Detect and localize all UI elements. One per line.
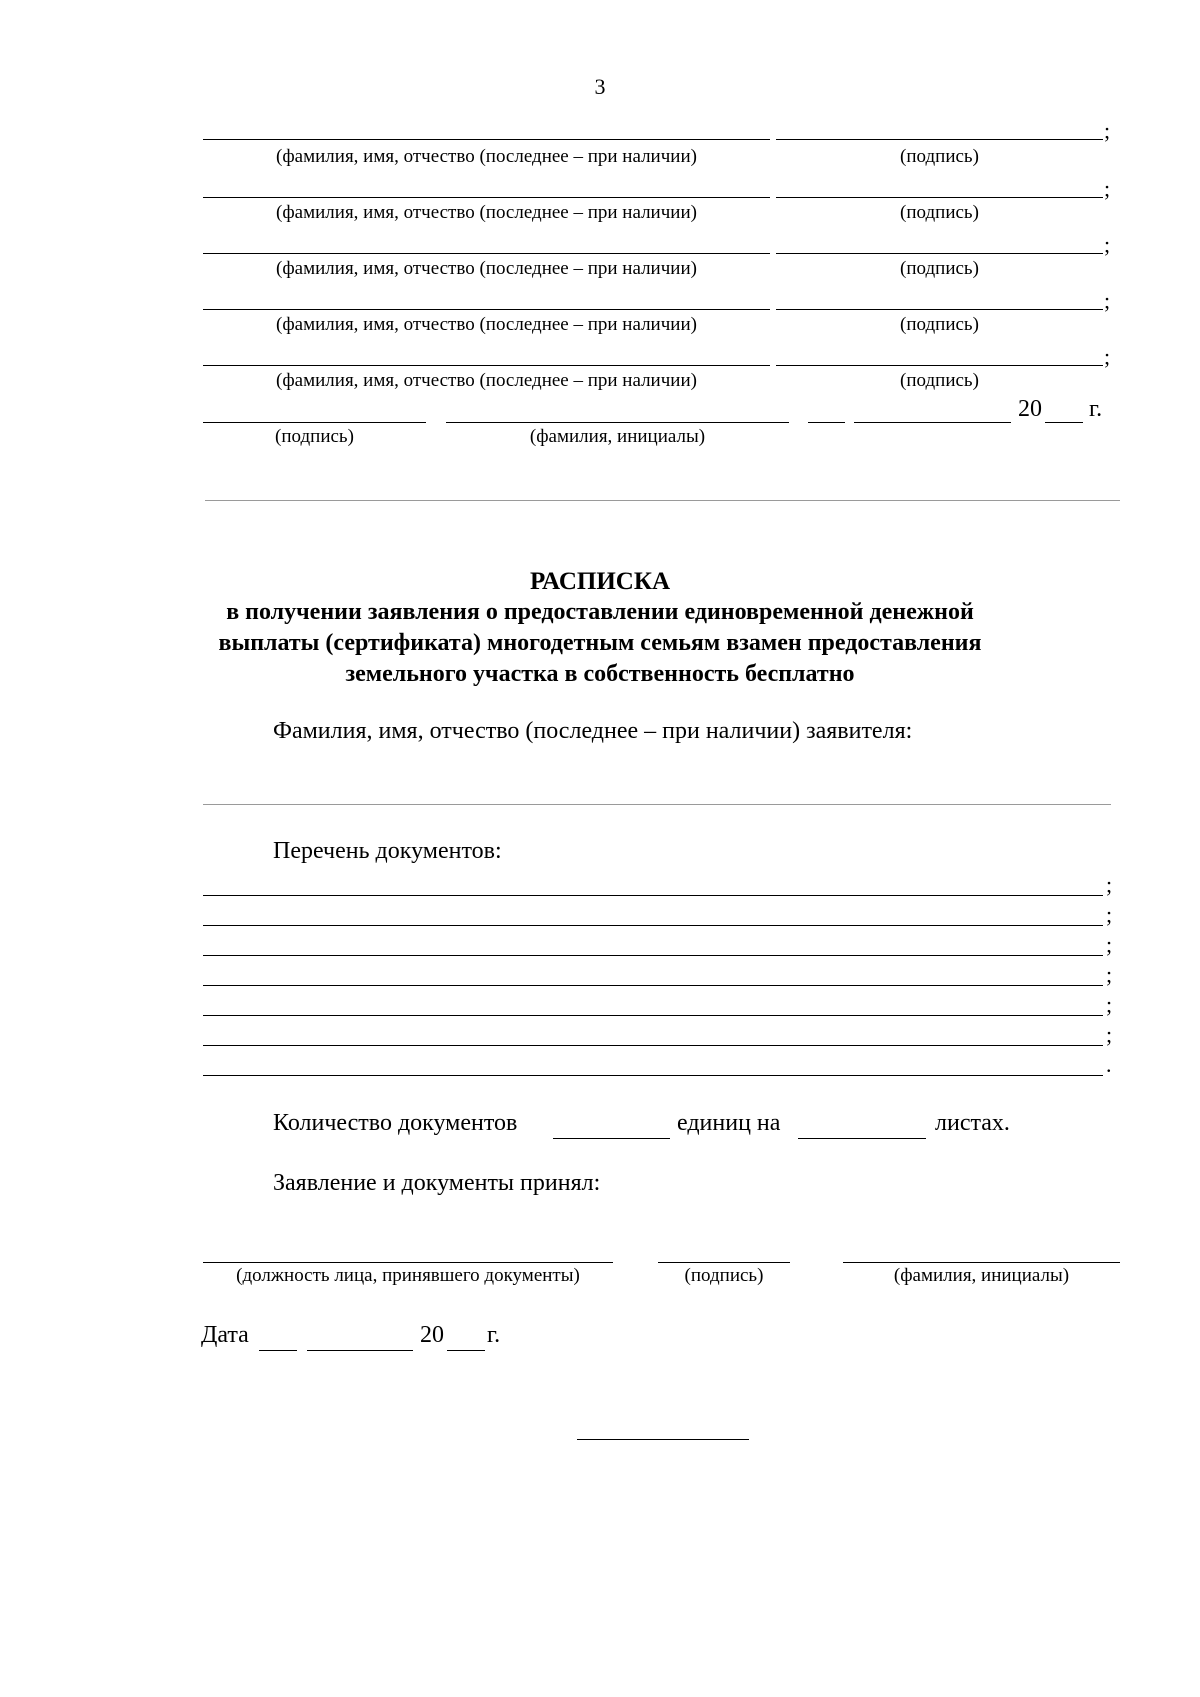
signature-line[interactable] <box>776 197 1103 198</box>
document-line[interactable] <box>203 1075 1103 1076</box>
document-line-end: ; <box>1106 962 1113 987</box>
receipt-date-day-line[interactable] <box>259 1350 297 1351</box>
document-line-end: . <box>1106 1052 1112 1077</box>
signature-line[interactable] <box>776 309 1103 310</box>
documents-count-line[interactable] <box>553 1138 670 1139</box>
document-line[interactable] <box>203 895 1103 896</box>
signature-line[interactable] <box>776 365 1103 366</box>
name-caption: (фамилия, имя, отчество (последнее – при наличии) <box>276 314 697 335</box>
acceptor-signature-line[interactable] <box>658 1262 790 1263</box>
document-line[interactable] <box>203 985 1103 986</box>
count-text-1: Количество документов <box>273 1110 518 1136</box>
row-end-punct: ; <box>1104 288 1111 313</box>
date-year-prefix: 20 <box>1018 396 1042 422</box>
row-end-punct: ; <box>1104 118 1111 143</box>
name-line[interactable] <box>203 309 770 310</box>
name-caption: (фамилия, имя, отчество (последнее – при наличии) <box>276 202 697 223</box>
signature-caption: (подпись) <box>900 370 979 391</box>
receipt-subtitle-line-2: выплаты (сертификата) многодетным семьям взамен предоставления <box>218 630 982 656</box>
applicant-name-line[interactable] <box>203 804 1111 805</box>
date-day-line[interactable] <box>808 422 845 423</box>
receipt-date-year-line[interactable] <box>447 1350 485 1351</box>
name-line[interactable] <box>203 253 770 254</box>
name-line[interactable] <box>203 365 770 366</box>
row-end-punct: ; <box>1104 176 1111 201</box>
closing-rule <box>577 1439 749 1440</box>
date-label: Дата <box>201 1322 249 1348</box>
row-end-punct: ; <box>1104 232 1111 257</box>
document-line[interactable] <box>203 1045 1103 1046</box>
final-initials-caption: (фамилия, инициалы) <box>529 426 706 447</box>
acceptor-signature-caption: (подпись) <box>684 1265 764 1286</box>
name-caption: (фамилия, имя, отчество (последнее – при наличии) <box>276 258 697 279</box>
receipt-date-month-line[interactable] <box>307 1350 413 1351</box>
receipt-title: РАСПИСКА <box>529 568 671 595</box>
accepted-label: Заявление и документы принял: <box>273 1170 601 1196</box>
document-line[interactable] <box>203 925 1103 926</box>
document-line-end: ; <box>1106 932 1113 957</box>
signature-caption: (подпись) <box>900 202 979 223</box>
documents-label: Перечень документов: <box>273 838 502 864</box>
count-text-2: единиц на <box>677 1110 781 1136</box>
document-line-end: ; <box>1106 902 1113 927</box>
signature-caption: (подпись) <box>900 258 979 279</box>
document-line-end: ; <box>1106 1022 1113 1047</box>
signature-line[interactable] <box>776 253 1103 254</box>
receipt-subtitle-line-3: земельного участка в собственность бесплатно <box>345 661 855 687</box>
date-year-line[interactable] <box>1045 422 1083 423</box>
date-month-line[interactable] <box>854 422 1011 423</box>
acceptor-initials-line[interactable] <box>843 1262 1120 1263</box>
document-line[interactable] <box>203 1015 1103 1016</box>
name-line[interactable] <box>203 197 770 198</box>
receipt-subtitle-line-1: в получении заявления о предоставлении единовременной денежной <box>226 599 974 625</box>
signature-caption: (подпись) <box>900 314 979 335</box>
position-line[interactable] <box>203 1262 613 1263</box>
sheets-count-line[interactable] <box>798 1138 926 1139</box>
page-number: 3 <box>594 74 606 99</box>
final-initials-line[interactable] <box>446 422 789 423</box>
row-end-punct: ; <box>1104 344 1111 369</box>
name-line[interactable] <box>203 139 770 140</box>
receipt-date-year-prefix: 20 <box>420 1322 444 1348</box>
final-signature-line[interactable] <box>203 422 426 423</box>
document-line[interactable] <box>203 955 1103 956</box>
signature-line[interactable] <box>776 139 1103 140</box>
cut-line <box>205 500 1120 501</box>
document-line-end: ; <box>1106 872 1113 897</box>
name-caption: (фамилия, имя, отчество (последнее – при наличии) <box>276 370 697 391</box>
document-line-end: ; <box>1106 992 1113 1017</box>
position-caption: (должность лица, принявшего документы) <box>236 1265 580 1286</box>
date-suffix: г. <box>1089 396 1103 422</box>
signature-caption: (подпись) <box>900 146 979 167</box>
acceptor-initials-caption: (фамилия, инициалы) <box>893 1265 1070 1286</box>
count-text-3: листах. <box>935 1110 1010 1136</box>
receipt-date-suffix: г. <box>487 1322 501 1348</box>
final-signature-caption: (подпись) <box>275 426 354 447</box>
applicant-label: Фамилия, имя, отчество (последнее – при наличии) заявителя: <box>273 718 913 744</box>
name-caption: (фамилия, имя, отчество (последнее – при наличии) <box>276 146 697 167</box>
